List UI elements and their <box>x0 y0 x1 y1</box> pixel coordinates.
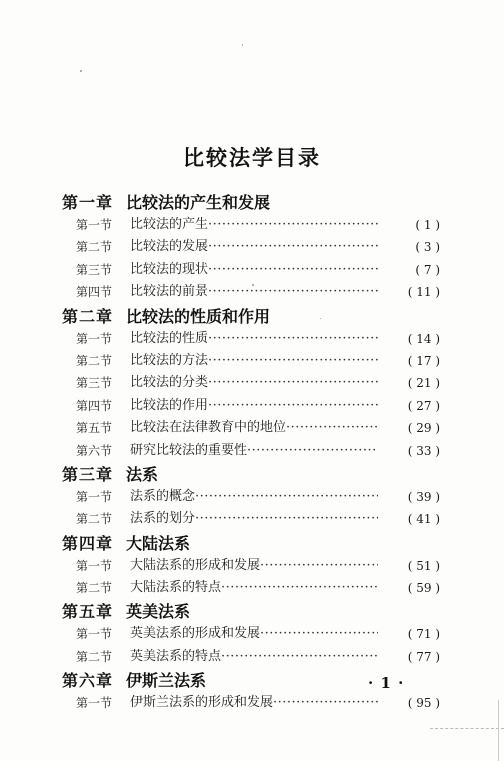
section-page-number: 51 <box>416 558 432 573</box>
chapter-number: 第一章 <box>62 193 114 212</box>
section-number: 第一节 <box>76 331 113 346</box>
section-title-text: 比较法的作用 <box>130 397 209 413</box>
section-title <box>130 236 378 258</box>
section-entry <box>60 417 440 439</box>
section-title-text: 比较法的方法 <box>130 352 209 368</box>
scan-speck <box>80 70 82 72</box>
section-title-text: 比较法的性质 <box>130 330 209 346</box>
section-title-text: 大陆法系的特点 <box>130 580 222 596</box>
chapter-heading <box>60 601 440 623</box>
section-title-text: 研究比较法的重要性 <box>130 442 248 458</box>
section-title <box>130 372 378 394</box>
section-entry <box>60 577 440 599</box>
scan-speck <box>242 44 243 46</box>
section-page-ref: ( 27 ) <box>407 398 440 413</box>
section-number: 第二节 <box>76 512 113 527</box>
section-page-number: 71 <box>416 627 432 642</box>
section-page-number: 1 <box>423 218 432 232</box>
section-entry <box>60 395 440 417</box>
section-title-text: 比较法的发展 <box>130 239 209 255</box>
section-title <box>130 692 378 714</box>
section-page-number: 17 <box>416 353 432 368</box>
section-page-ref: ( 1 ) <box>415 218 440 232</box>
section-title <box>130 395 378 417</box>
scan-speck <box>320 318 321 319</box>
chapter-title: 法系 <box>126 464 159 484</box>
section-page-number: 39 <box>416 489 432 504</box>
section-title <box>130 328 378 350</box>
section-title-text: 法系的概念 <box>130 488 196 504</box>
section-number: 第一节 <box>76 627 113 642</box>
section-entry <box>60 372 440 394</box>
section-page-ref: ( 39 ) <box>407 489 440 504</box>
section-entry <box>60 259 440 281</box>
section-title-text: 比较法在法律教育中的地位 <box>130 420 287 436</box>
section-title-text: 伊斯兰法系的形成和发展 <box>130 695 274 711</box>
section-entry <box>60 440 440 462</box>
chapter-number: 第三章 <box>62 464 114 484</box>
section-number: 第一节 <box>76 218 113 232</box>
section-number: 第六节 <box>76 443 113 458</box>
section-number: 第二节 <box>76 353 113 368</box>
section-page-ref: ( 95 ) <box>407 696 440 711</box>
chapter-number: 第六章 <box>62 671 114 691</box>
section-title-text: 比较法的前景 <box>130 284 209 300</box>
section-number: 第一节 <box>76 558 113 573</box>
chapter-heading <box>60 192 440 214</box>
section-page-number: 29 <box>416 421 432 436</box>
chapter-title: 大陆法系 <box>126 533 191 553</box>
section-entry <box>60 281 440 303</box>
section-number: 第一节 <box>76 489 113 504</box>
section-page-number: 95 <box>416 696 432 711</box>
page-title: 比较法学目录 <box>183 145 321 170</box>
section-title <box>130 646 378 668</box>
section-entry <box>60 236 440 258</box>
chapter-heading <box>60 306 440 328</box>
section-number: 第一节 <box>76 696 113 711</box>
section-title-text: 法系的划分 <box>130 511 196 527</box>
section-entry <box>60 328 440 350</box>
section-title <box>130 623 378 645</box>
chapter-heading <box>60 464 440 486</box>
table-of-contents <box>60 190 440 715</box>
scan-speck <box>252 284 254 286</box>
section-title <box>130 350 378 372</box>
section-title <box>130 577 378 599</box>
section-number: 第三节 <box>76 262 113 277</box>
section-page-ref: ( 7 ) <box>415 262 440 277</box>
section-page-ref: ( 3 ) <box>415 240 440 255</box>
chapter-number: 第四章 <box>62 533 114 553</box>
section-page-ref: ( 71 ) <box>407 627 440 642</box>
section-page-ref: ( 14 ) <box>407 331 440 346</box>
section-page-number: 41 <box>416 512 432 527</box>
section-entry <box>60 692 440 714</box>
section-title <box>130 508 378 530</box>
section-entry <box>60 486 440 508</box>
section-page-number: 77 <box>416 649 432 664</box>
section-number: 第三节 <box>76 376 113 391</box>
section-page-number: 33 <box>416 443 432 458</box>
section-page-ref: ( 21 ) <box>407 376 440 391</box>
chapter-heading <box>60 533 440 555</box>
section-entry <box>60 555 440 577</box>
section-entry <box>60 646 440 668</box>
section-page-ref: ( 41 ) <box>407 512 440 527</box>
section-number: 第二节 <box>76 649 113 664</box>
section-title <box>130 281 378 303</box>
section-page-number: 3 <box>423 240 432 255</box>
section-page-number: 11 <box>416 285 432 300</box>
section-page-ref: ( 17 ) <box>407 353 440 368</box>
chapter-title: 比较法的性质和作用 <box>126 306 271 326</box>
section-page-ref: ( 29 ) <box>407 421 440 436</box>
section-number: 第五节 <box>76 421 113 436</box>
section-page-number: 27 <box>416 398 432 413</box>
section-title-text: 比较法的现状 <box>130 261 209 277</box>
section-page-ref: ( 77 ) <box>407 649 440 664</box>
chapter-number: 第五章 <box>62 602 114 622</box>
section-title <box>130 555 378 577</box>
section-entry <box>60 214 440 236</box>
section-entry <box>60 623 440 645</box>
section-title <box>130 417 378 439</box>
section-title-text: 大陆法系的形成和发展 <box>130 557 261 573</box>
section-page-number: 21 <box>416 376 432 391</box>
section-number: 第四节 <box>76 285 113 300</box>
section-page-ref: ( 59 ) <box>407 581 440 596</box>
section-page-number: 59 <box>416 581 432 596</box>
section-title-text: 英美法系的特点 <box>130 648 222 664</box>
scan-edge-line <box>430 728 504 729</box>
section-number: 第四节 <box>76 398 113 413</box>
section-page-ref: ( 33 ) <box>407 443 440 458</box>
chapter-number: 第二章 <box>62 306 114 326</box>
section-page-ref: ( 11 ) <box>407 285 440 300</box>
section-title <box>130 259 378 281</box>
section-title <box>130 440 378 462</box>
section-title-text: 比较法的分类 <box>130 375 209 391</box>
section-number: 第二节 <box>76 581 113 596</box>
section-entry <box>60 508 440 530</box>
chapter-title: 比较法的产生和发展 <box>126 193 271 212</box>
section-page-number: 7 <box>423 262 432 277</box>
section-title-text: 比较法的产生 <box>130 217 209 232</box>
section-title <box>130 214 378 236</box>
section-number: 第二节 <box>76 240 113 255</box>
page-number: · 1 · <box>368 674 405 692</box>
section-page-number: 14 <box>416 331 432 346</box>
chapter-title: 英美法系 <box>126 602 191 622</box>
section-title-text: 英美法系的形成和发展 <box>130 626 261 642</box>
chapter-title: 伊斯兰法系 <box>126 671 207 691</box>
section-title <box>130 486 378 508</box>
section-page-ref: ( 51 ) <box>407 558 440 573</box>
scan-right-edge <box>498 700 499 761</box>
section-entry <box>60 350 440 372</box>
